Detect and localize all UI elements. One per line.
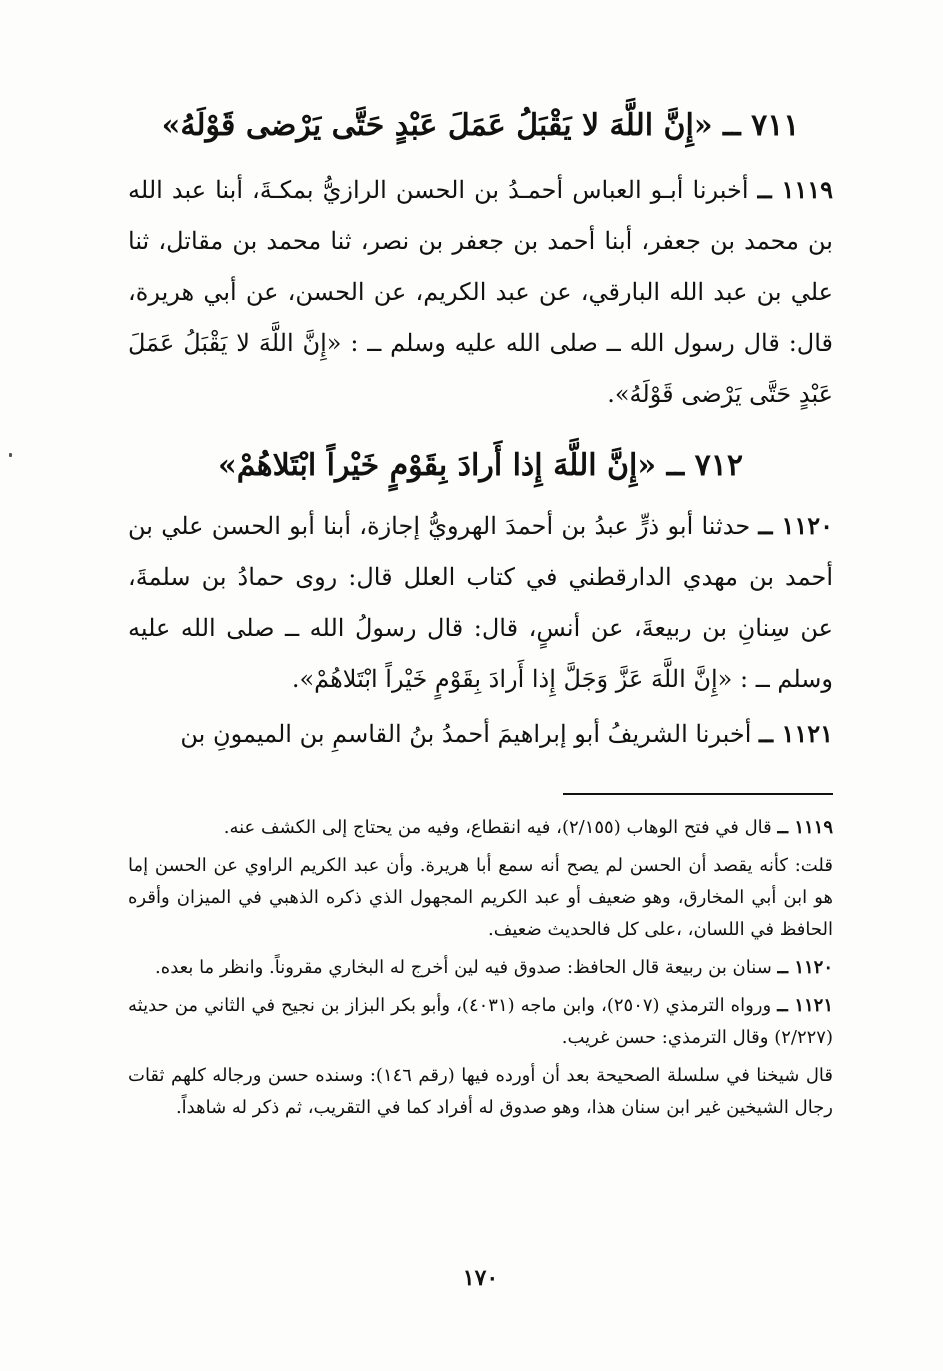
footnote-1121 <box>128 990 833 1054</box>
footnote-number: ١١٢٠ ــ <box>777 957 833 978</box>
footnote-number: ١١٢١ ــ <box>777 995 833 1016</box>
footnotes <box>128 812 833 1130</box>
footnote-text: ورواه الترمذي (٢٥٠٧)، وابن ماجه (٤٠٣١)، وأبو بكر البزاز بن نجيح في الثاني من حديثه (٢/٢٢٧) وقال الترمذي: حسن غريب. <box>128 995 833 1048</box>
footnote-1120 <box>128 952 833 984</box>
hadith-text: حدثنا أبو ذرٍّ عبدُ بن أحمدَ الهرويُّ إجازة، أبنا أبو الحسن علي بن أحمد بن مهدي الدارقطني في كتاب العلل قال: روى حمادُ بن سلمةَ، عن سِنانِ بن ربيعةَ، عن أنسٍ، قال: قال رسولُ الله ــ صلى الله عليه وسلم ــ : «إِنَّ اللَّهَ عَزَّ وَجَلَّ إِذا أَرادَ بِقَوْمٍ خَيْراً ابْتَلاهُمْ». <box>128 512 834 693</box>
footnote-number: ١١١٩ ــ <box>777 817 833 838</box>
hadith-text: أخبرنا أبـو العباس أحمـدُ بن الحسن الرازيُّ بمكـةَ، أبنا عبد الله بن محمد بن جعفر، أبنا أحمد بن جعفر بن نصر، ثنا محمد بن مقاتل، ثنا علي بن عبد الله البارقي، عن عبد الكريم، عن الحسن، عن أبي هريرة، قال: قال رسول الله ــ صلى الله عليه وسلم ــ : «إِنَّ اللَّهَ لا يَقْبَلُ عَمَلَ عَبْدٍ حَتَّى يَرْضى قَوْلَهُ». <box>128 176 833 408</box>
page-number: ١٧٠ <box>462 1265 499 1291</box>
hadith-1119 <box>128 164 833 420</box>
chapter-heading-711: ٧١١ ــ «إِنَّ اللَّهَ لا يَقْبَلُ عَمَلَ عَبْدٍ حَتَّى يَرْضى قَوْلَهُ» <box>161 108 800 143</box>
scan-speck <box>9 453 12 457</box>
hadith-number: ١١١٩ ــ <box>757 175 833 204</box>
hadith-1120 <box>128 500 833 705</box>
footnote-1119 <box>128 812 833 844</box>
hadith-number: ١١٢١ ــ <box>759 719 833 748</box>
text-column <box>128 0 833 1371</box>
chapter-heading-712: ٧١٢ ــ «إِنَّ اللَّهَ إِذا أَرادَ بِقَوْمٍ خَيْراً ابْتَلاهُمْ» <box>218 448 743 483</box>
footnote-separator <box>563 793 833 795</box>
hadith-text: أخبرنا الشريفُ أبو إبراهيمَ أحمدُ بنُ القاسمِ بن الميمونِ بن <box>180 720 760 748</box>
hadith-1121 <box>128 708 833 760</box>
footnote-text: قال في فتح الوهاب (٢/١٥٥)، فيه انقطاع، وفيه من يحتاج إلى الكشف عنه. <box>223 817 778 838</box>
footnote-1119-comment: قلت: كأنه يقصد أن الحسن لم يصح أنه سمع أبا هريرة. وأن عبد الكريم الراوي عن الحسن إما هو ابن أبي المخارق، وهو ضعيف أو عبد الكريم المجهول الذي ذكره الذهبي في الميزان وأقره الحافظ في اللسان، ،على كل فالحديث ضعيف. <box>128 855 833 940</box>
hadith-number: ١١٢٠ ــ <box>758 511 834 540</box>
footnote-text: سنان بن ربيعة قال الحافظ: صدوق فيه لين أخرج له البخاري مقروناً. وانظر ما بعده. <box>155 957 778 978</box>
footnote-1121-comment: قال شيخنا في سلسلة الصحيحة بعد أن أورده فيها (رقم ١٤٦): وسنده حسن ورجاله كلهم ثقات رجال الشيخين غير ابن سنان هذا، وهو صدوق له أفراد كما في التقريب، ثم ذكر له شاهداً. <box>128 1065 833 1118</box>
